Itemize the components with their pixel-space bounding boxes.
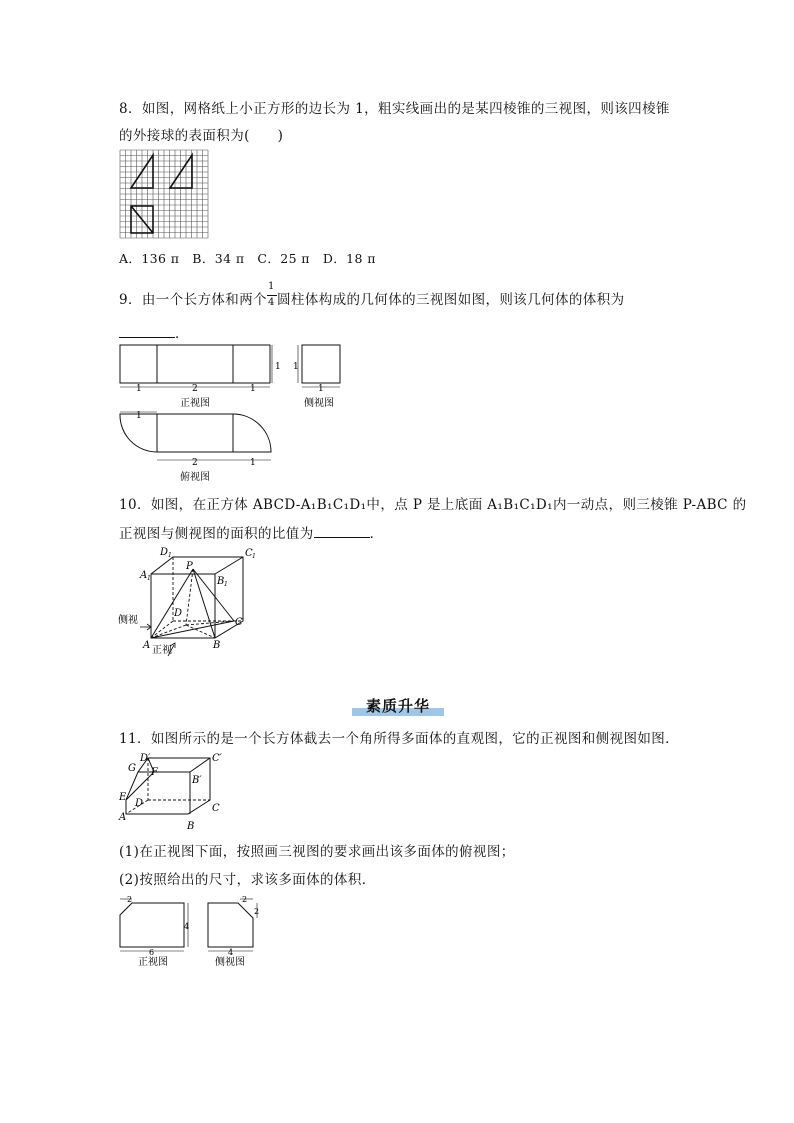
q11-side-dim-2b: 2 [254, 907, 260, 916]
q11-solid-figure [118, 750, 228, 832]
q10-label-a: A [143, 640, 151, 651]
q9-line1 [119, 280, 625, 308]
q9-line1-pre: 9．由一个长方体和两个 [119, 292, 267, 308]
q10-label-c: C [235, 617, 243, 628]
q10-label-d1: D [160, 547, 169, 558]
q10-label-d: D [174, 608, 183, 619]
q10-label-p: P [186, 561, 193, 572]
q9-line1-post: 圆柱体构成的几何体的三视图如图，则该几何体的体积为 [277, 292, 625, 308]
q10-line1: 10．如图，在正方体 ABCD-A₁B₁C₁D₁中，点 P 是上底面 A₁B₁C₁D₁内一动点，则三棱锥 P-ABC 的 [119, 497, 747, 513]
q9-line2 [119, 322, 189, 342]
q10-cube-figure [118, 545, 268, 657]
q11-front-label: 正视图 [138, 957, 168, 968]
q11-label-e: E [119, 792, 127, 803]
q11-side-label: 侧视图 [215, 957, 245, 968]
section-banner [352, 695, 444, 717]
q8-line2: 的外接球的表面积为( ) [119, 128, 284, 144]
q11-label-dp: D′ [140, 753, 151, 764]
q11-label-bp: B′ [192, 775, 202, 786]
q9-side-height-dim: 1 [293, 362, 299, 372]
q11-label-b: B [187, 821, 195, 832]
q9-top-dim-1: 1 [136, 411, 142, 421]
q11-label-g: G [128, 763, 136, 774]
q10-line2-pre: 正视图与侧视图的面积的比值为 [119, 526, 314, 542]
q9-top-dim-2: 2 [192, 458, 198, 468]
q9-top-dim-1b: 1 [250, 458, 256, 468]
q11-part2: (2)按照给出的尺寸，求该多面体的体积． [119, 872, 376, 888]
q10-line2 [119, 522, 384, 542]
q11-label-c: C [212, 803, 220, 814]
q9-side-label: 侧视图 [304, 398, 334, 409]
q9-front-dim-1b: 1 [250, 384, 256, 394]
q11-label-f: F [151, 767, 158, 778]
section-title: 素质升华 [365, 697, 430, 715]
q9-line2-end: ． [175, 326, 189, 342]
q9-front-dim-1: 1 [136, 384, 142, 394]
q9-frac-num: 1 [268, 280, 275, 292]
q10-sub-b1: 1 [224, 581, 228, 588]
q10-answer-blank [314, 525, 370, 538]
q11-views-figure [118, 893, 268, 973]
q11-line1: 11．如图所示的是一个长方体截去一个角所得多面体的直观图，它的正视图和侧视图如图． [119, 731, 680, 747]
q11-side-dim-4: 4 [228, 948, 234, 957]
q8-three-view-grid [120, 150, 208, 238]
q9-fraction [267, 280, 277, 308]
q8-options: A．136 π B．34 π C．25 π D．18 π [119, 251, 376, 266]
q9-front-height-dim: 1 [275, 362, 281, 372]
q9-frac-den: 4 [268, 296, 275, 308]
q11-label-d: D [135, 798, 144, 809]
q11-side-dim-2a: 2 [242, 895, 248, 904]
q9-front-dim-2: 2 [192, 384, 198, 394]
q9-answer-blank [119, 325, 175, 338]
q11-part1: (1)在正视图下面，按照画三视图的要求画出该多面体的俯视图； [119, 844, 515, 860]
q9-three-view-figure [118, 342, 348, 482]
q10-sub-a1: 1 [147, 575, 151, 582]
q11-front-dim-6: 6 [149, 948, 155, 957]
q9-side-width-dim: 1 [318, 384, 324, 394]
q8-line1: 8．如图，网格纸上小正方形的边长为 1，粗实线画出的是某四棱锥的三视图，则该四棱锥 [119, 101, 670, 117]
q9-front-label: 正视图 [180, 398, 210, 409]
q10-sub-d1: 1 [168, 552, 172, 559]
q10-side-view-label: 侧视 [118, 615, 138, 626]
q10-label-b1: B [217, 576, 225, 587]
q10-label-b: B [213, 640, 221, 651]
q10-front-view-label: 正视 [152, 645, 172, 656]
q10-sub-c1: 1 [252, 553, 256, 560]
q9-top-label: 俯视图 [180, 472, 210, 483]
q10-label-a1: A [140, 570, 148, 581]
q11-front-dim-2: 2 [127, 895, 133, 904]
q11-label-cp: C′ [212, 753, 222, 764]
q11-label-a: A [119, 812, 127, 823]
q10-label-c1: C [245, 548, 253, 559]
q10-line2-end: ． [369, 526, 384, 542]
q11-front-dim-4: 4 [184, 922, 190, 931]
